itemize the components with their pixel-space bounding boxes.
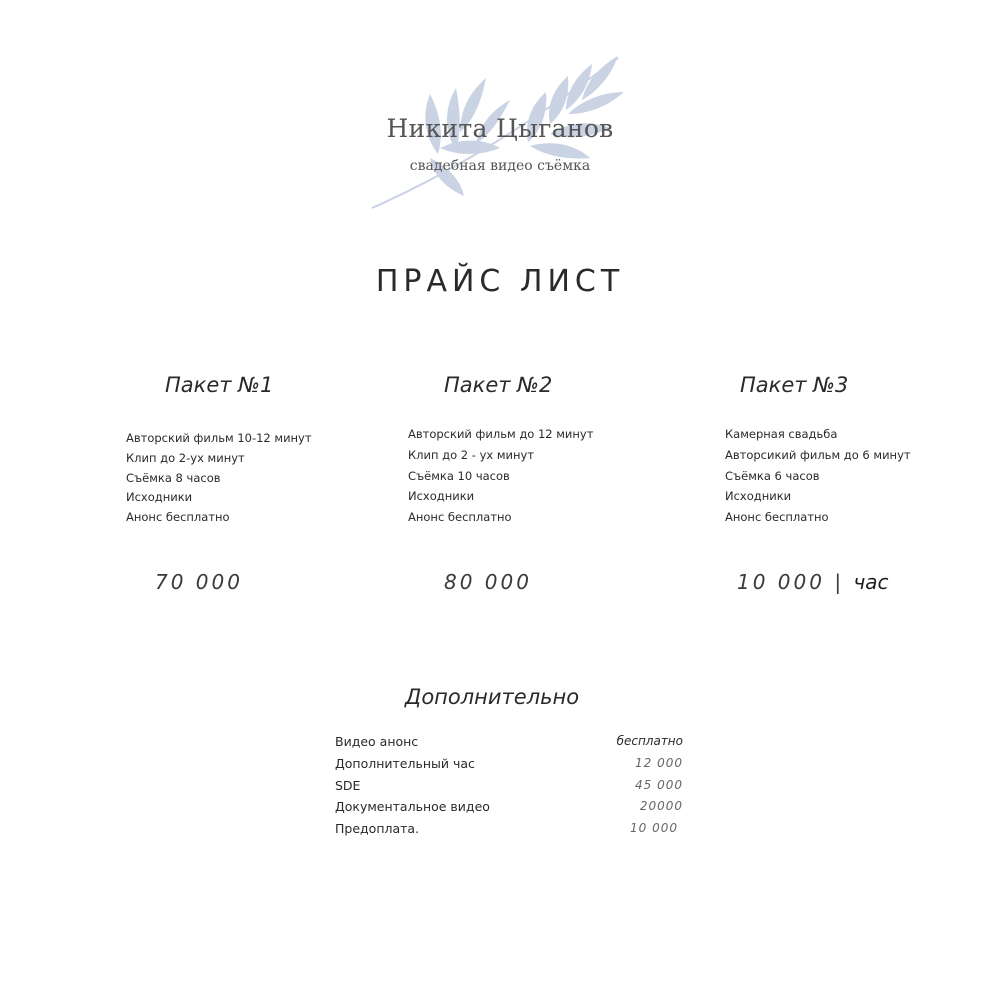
package-features bbox=[408, 427, 593, 531]
extras-item-name: Дополнительный час bbox=[335, 755, 475, 771]
extras-item-name: SDE bbox=[335, 777, 361, 793]
list-item: Исходники bbox=[408, 489, 475, 504]
list-item: Авторский фильм 10-12 минут bbox=[126, 431, 312, 445]
list-item: Камерная свадьба bbox=[725, 427, 838, 441]
list-item: Съёмка 10 часов bbox=[408, 468, 510, 483]
package-price bbox=[737, 570, 889, 594]
list-item: Исходники bbox=[126, 490, 193, 505]
table-row bbox=[335, 734, 683, 756]
page-title: ПРАЙС ЛИСТ bbox=[375, 264, 625, 299]
list-item: Анонс бесплатно bbox=[408, 510, 512, 525]
package-price bbox=[444, 570, 532, 594]
list-item: Исходники bbox=[725, 489, 792, 504]
extras-item-name: Документальное видео bbox=[335, 799, 490, 815]
extras-title: Дополнительно bbox=[404, 685, 580, 709]
table-row bbox=[335, 799, 683, 821]
list-item: Авторский фильм до 12 минут bbox=[408, 427, 594, 441]
list-item: Съёмка 6 часов bbox=[725, 468, 820, 483]
extras-item-value: 10 000 bbox=[630, 821, 678, 836]
package-features bbox=[725, 427, 911, 531]
list-item: Анонс бесплатно bbox=[126, 510, 230, 525]
price-value: 10 000 | bbox=[737, 570, 854, 594]
list-item: Авторсикий фильм до 6 минут bbox=[725, 447, 911, 462]
extras-table bbox=[335, 734, 683, 843]
logo-subtitle: свадебная видео съёмка bbox=[409, 158, 591, 174]
package-title: Пакет №2 bbox=[444, 373, 553, 397]
extras-item-value: 12 000 bbox=[635, 755, 683, 770]
package-price bbox=[155, 570, 243, 594]
list-item: Съёмка 8 часов bbox=[126, 470, 221, 485]
list-item: Клип до 2-ух минут bbox=[126, 450, 245, 465]
list-item: Анонс бесплатно bbox=[725, 510, 829, 525]
package-title: Пакет №1 bbox=[165, 373, 274, 397]
extras-item-value: 45 000 bbox=[635, 777, 683, 792]
extras-item-name: Предоплата. bbox=[335, 821, 420, 837]
table-row bbox=[335, 778, 683, 800]
price-unit: час bbox=[853, 570, 889, 594]
table-row bbox=[335, 821, 683, 843]
table-row bbox=[335, 756, 683, 778]
list-item: Клип до 2 - ух минут bbox=[408, 447, 535, 462]
price-value: 70 000 bbox=[155, 570, 243, 594]
package-features bbox=[126, 431, 312, 530]
extras-item-name: Видео анонс bbox=[335, 734, 419, 749]
logo-name: Никита Цыганов bbox=[386, 114, 614, 143]
extras-item-value: 20000 bbox=[639, 799, 683, 814]
price-value: 80 000 bbox=[444, 570, 532, 594]
logo bbox=[360, 48, 640, 218]
extras-item-value: бесплатно bbox=[616, 734, 683, 748]
package-title: Пакет №3 bbox=[740, 373, 849, 397]
